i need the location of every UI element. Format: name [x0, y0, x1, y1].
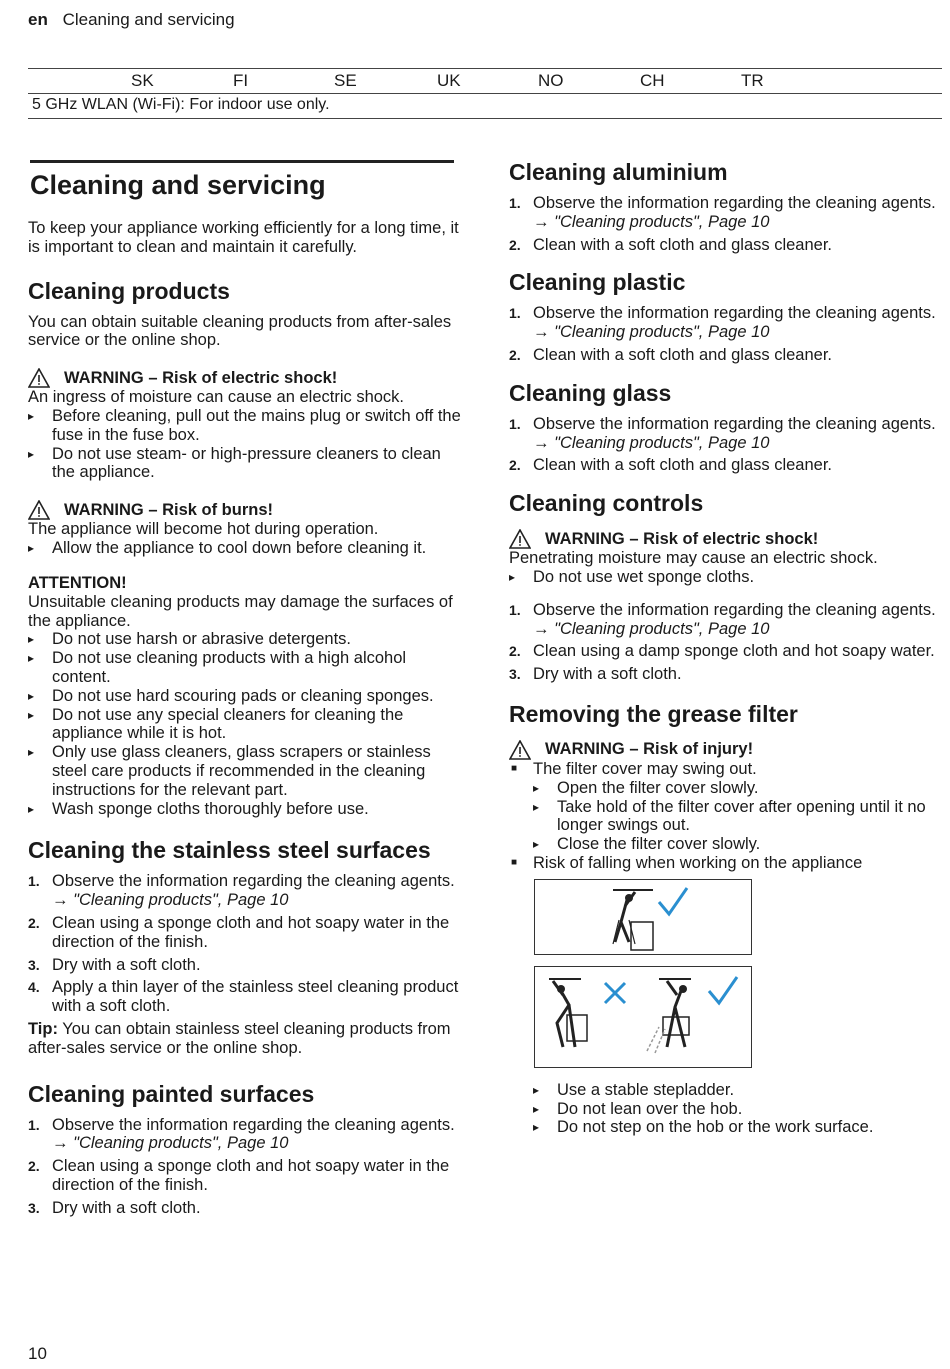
step-text: Observe the information regarding the cleaning agents.: [52, 1115, 455, 1134]
list-item: ▸ Take hold of the filter cover after opening until it no longer swings out.: [533, 798, 939, 836]
step-number: 3.: [509, 666, 521, 683]
step-text: Dry with a soft cloth.: [52, 955, 201, 974]
step-text: Observe the information regarding the cleaning agents.: [533, 194, 936, 212]
step-text: Clean with a soft cloth and glass cleaner.: [533, 456, 833, 475]
step-text: Dry with a soft cloth.: [533, 665, 682, 684]
step-number: 2.: [28, 1158, 40, 1175]
heading-grease-filter: Removing the grease filter: [509, 700, 798, 727]
aluminium-steps: [509, 194, 939, 254]
section-title: Cleaning and servicing: [30, 170, 326, 200]
heading-stainless: Cleaning the stainless steel surfaces: [28, 837, 431, 864]
step-item: [509, 601, 939, 639]
step-number: 1.: [28, 873, 40, 890]
step-number: 2.: [28, 914, 40, 931]
step-item: [509, 346, 939, 365]
list-item: ▸ Do not use cleaning products with a high alcohol content.: [28, 649, 468, 687]
page-header: [28, 10, 235, 30]
tip-text: You can obtain stainless steel cleaning products from after-sales service or the online shop.: [28, 1019, 451, 1057]
warning-heading: [509, 740, 939, 760]
heading-controls: Cleaning controls: [509, 490, 704, 517]
attention-list: [28, 630, 468, 818]
list-item: ▸ Allow the appliance to cool down before cleaning it.: [28, 539, 468, 558]
step-number: 1.: [28, 1116, 40, 1133]
tip: [28, 1020, 468, 1058]
illustration-lean-compare: [534, 966, 752, 1068]
list-item: ▸ Do not lean over the hob.: [533, 1100, 939, 1119]
section-rule: [30, 160, 454, 163]
step-item: [28, 872, 468, 910]
warning-heading: [28, 500, 468, 520]
step-item: [509, 304, 939, 342]
stepladder-list: [533, 1081, 939, 1137]
step-text: Clean using a sponge cloth and hot soapy water in the direction of the finish.: [52, 1157, 450, 1194]
list-item: [509, 760, 939, 854]
wlan-note: 5 GHz WLAN (Wi-Fi): For indoor use only.: [28, 93, 942, 119]
warning-list: [509, 568, 939, 587]
heading-cleaning-products: Cleaning products: [28, 277, 230, 304]
heading-glass: Cleaning glass: [509, 379, 672, 406]
warning-triangle-icon: [28, 500, 50, 520]
list-item: ▸ Close the filter cover slowly.: [533, 835, 939, 854]
warning-heading: [509, 529, 939, 549]
step-item: [28, 914, 468, 952]
step-number: 3.: [28, 1199, 40, 1216]
step-item: [28, 978, 468, 1016]
list-item: ▸ Do not use steam- or high-pressure cleaners to clean the appliance.: [28, 445, 468, 483]
step-item: [28, 1199, 468, 1218]
right-column: [509, 158, 939, 1137]
country-table: [28, 68, 942, 119]
warning-list: [28, 407, 468, 482]
list-item: ▸ Do not use hard scouring pads or cleaning sponges.: [28, 687, 468, 706]
step-text: Apply a thin layer of the stainless steel cleaning product with a soft cloth.: [52, 978, 459, 1016]
step-number: 2.: [509, 236, 521, 253]
list-item: ▸ Use a stable stepladder.: [533, 1081, 939, 1100]
step-text: Observe the information regarding the cleaning agents.: [533, 414, 936, 433]
step-text: Observe the information regarding the cleaning agents.: [52, 872, 455, 891]
list-item: ▸ Do not use wet sponge cloths.: [509, 568, 939, 587]
country-code: CH: [640, 71, 665, 90]
country-code: TR: [741, 71, 764, 90]
left-column: [28, 160, 468, 1221]
warning-title: WARNING – Risk of burns!: [64, 500, 274, 519]
cross-reference-link[interactable]: → "Cleaning products", Page 10: [533, 323, 770, 342]
list-item: [509, 854, 939, 873]
tip-label: Tip:: [28, 1019, 58, 1038]
header-title: Cleaning and servicing: [62, 10, 235, 29]
warning-title: WARNING – Risk of injury!: [545, 740, 754, 759]
warning-text: An ingress of moisture can cause an electric shock.: [28, 388, 405, 407]
grease-warning-list: [509, 760, 939, 873]
painted-steps: [28, 1116, 468, 1218]
step-number: 2.: [509, 643, 521, 660]
step-text: Clean with a soft cloth and glass cleaner.: [533, 345, 833, 364]
heading-plastic: Cleaning plastic: [509, 269, 686, 296]
step-text: Clean using a sponge cloth and hot soapy water in the direction of the finish.: [52, 913, 450, 951]
list-item: ▸ Before cleaning, pull out the mains plug or switch off the fuse in the fuse box.: [28, 407, 468, 445]
illustration-correct-reach: [534, 879, 752, 955]
step-number: 4.: [28, 979, 40, 996]
country-code: FI: [233, 71, 249, 90]
step-number: 2.: [509, 346, 521, 363]
step-number: 1.: [509, 415, 521, 432]
warning-text: The appliance will become hot during operation.: [28, 520, 379, 539]
cross-reference-link[interactable]: → "Cleaning products", Page 10: [52, 1134, 289, 1153]
step-item: [28, 1116, 468, 1154]
list-item: ▸ Do not step on the hob or the work surface.: [533, 1118, 939, 1137]
step-item: [28, 1157, 468, 1195]
warning-list: [28, 539, 468, 558]
heading-aluminium: Cleaning aluminium: [509, 159, 728, 185]
warning-title: WARNING – Risk of electric shock!: [545, 529, 819, 548]
step-item: [509, 236, 939, 255]
cross-reference-link[interactable]: → "Cleaning products", Page 10: [533, 433, 770, 452]
cross-reference-link[interactable]: → "Cleaning products", Page 10: [533, 619, 770, 638]
step-item: [509, 456, 939, 475]
step-text: Observe the information regarding the cleaning agents.: [533, 600, 936, 619]
list-item: ▸ Open the filter cover slowly.: [533, 779, 939, 798]
page-number: 10: [28, 1344, 47, 1363]
step-number: 2.: [509, 457, 521, 474]
cross-reference-link[interactable]: → "Cleaning products", Page 10: [533, 212, 770, 231]
country-code: UK: [437, 71, 461, 90]
country-code: SE: [334, 71, 357, 90]
list-item-text: The filter cover may swing out.: [533, 759, 757, 778]
list-item-text: Risk of falling when working on the appliance: [533, 853, 863, 872]
heading-painted: Cleaning painted surfaces: [28, 1080, 315, 1107]
step-item: [509, 415, 939, 453]
step-number: 1.: [509, 195, 521, 211]
warning-text: Penetrating moisture may cause an electric shock.: [509, 549, 878, 568]
step-item: [509, 665, 939, 684]
warning-triangle-icon: [28, 368, 50, 388]
warning-triangle-icon: [509, 529, 531, 549]
step-text: Observe the information regarding the cleaning agents.: [533, 304, 936, 323]
intro-text: To keep your appliance working efficiently for a long time, it is important to clean and maintain it carefully.: [28, 219, 459, 256]
glass-steps: [509, 415, 939, 475]
sub-list: [533, 779, 939, 854]
cross-reference-link[interactable]: → "Cleaning products", Page 10: [52, 891, 289, 910]
country-code: SK: [131, 71, 154, 90]
list-item: ▸ Wash sponge cloths thoroughly before use.: [28, 800, 468, 819]
controls-steps: [509, 601, 939, 684]
warning-triangle-icon: [509, 740, 531, 760]
products-text: You can obtain suitable cleaning products from after-sales service or the online shop.: [28, 312, 452, 350]
step-text: Clean with a soft cloth and glass cleaner.: [533, 235, 833, 254]
plastic-steps: [509, 304, 939, 364]
step-item: [28, 956, 468, 975]
attention-text: Unsuitable cleaning products may damage the surfaces of the appliance.: [28, 592, 453, 630]
language-code: en: [28, 10, 48, 29]
step-text: Clean using a damp sponge cloth and hot soapy water.: [533, 642, 935, 661]
warning-heading: [28, 368, 468, 388]
country-row: [28, 69, 942, 93]
list-item: ▸ Do not use harsh or abrasive detergents.: [28, 630, 468, 649]
step-text: Dry with a soft cloth.: [52, 1198, 201, 1217]
step-number: 1.: [509, 305, 521, 322]
step-number: 3.: [28, 956, 40, 973]
list-item: ▸ Only use glass cleaners, glass scrapers or stainless steel care products if recommended in the cleaning instructions for the relevant part.: [28, 743, 468, 799]
list-item: ▸ Do not use any special cleaners for cleaning the appliance while it is hot.: [28, 706, 468, 744]
step-item: [509, 642, 939, 661]
attention-title: ATTENTION!: [28, 573, 127, 592]
step-item: [509, 194, 939, 232]
warning-title: WARNING – Risk of electric shock!: [64, 368, 338, 387]
step-number: 1.: [509, 601, 521, 618]
country-code: NO: [538, 71, 564, 90]
stainless-steps: [28, 872, 468, 1016]
